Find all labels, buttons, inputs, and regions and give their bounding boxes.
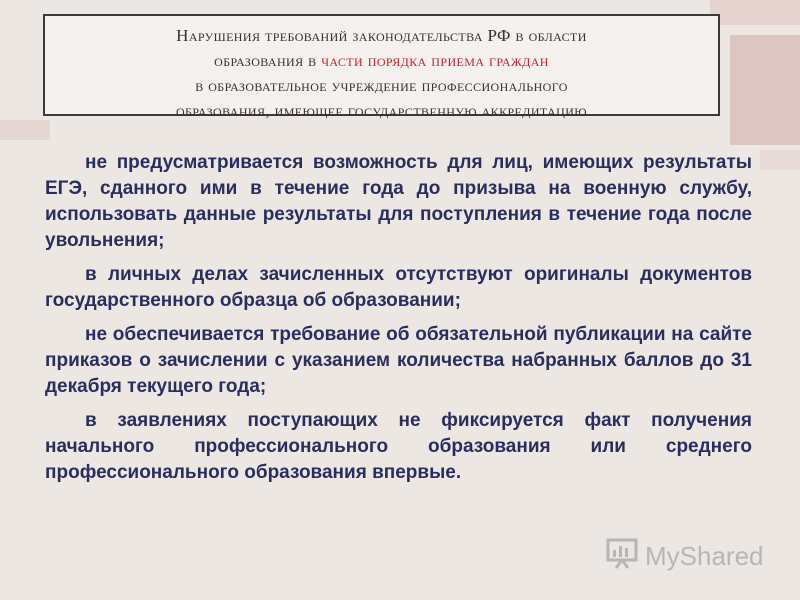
slide-title-box [43, 14, 720, 120]
slide-body [45, 150, 752, 494]
title-line-4: образования, имеющее государственную аккредитацию [175, 101, 588, 120]
decor-block-top-right [710, 0, 800, 25]
watermark-logo [605, 536, 764, 576]
body-paragraph: не предусматривается возможность для лиц, имеющих результаты ЕГЭ, сданного ими в течение года до призыва на военную службу, использовать данные результаты для поступления в течение года после увольнения; [45, 152, 752, 251]
decor-band-left [0, 120, 50, 140]
body-paragraph: не обеспечивается требование об обязательной публикации на сайте приказов о зачислении с указанием количества набранных баллов до 31 декабря текущего года; [45, 324, 752, 397]
title-line-2 [45, 48, 718, 73]
presentation-board-icon [605, 536, 639, 577]
decor-block-right [730, 35, 800, 145]
watermark-text: MyShared [645, 540, 764, 571]
title-line-2-start: образования в [214, 51, 322, 70]
title-highlight: части порядка приема граждан [321, 51, 549, 70]
body-paragraph: в заявлениях поступающих не фиксируется факт получения начального профессионального образования или среднего профессионального образования впервые. [45, 410, 752, 483]
decor-strip-right [760, 150, 800, 170]
title-line-3: в образовательное учреждение профессионального [195, 76, 568, 95]
title-line-1: Нарушения требований законодательства РФ в области [176, 26, 587, 45]
body-paragraph: в личных делах зачисленных отсутствуют оригиналы документов государственного образца об образовании; [45, 264, 752, 311]
